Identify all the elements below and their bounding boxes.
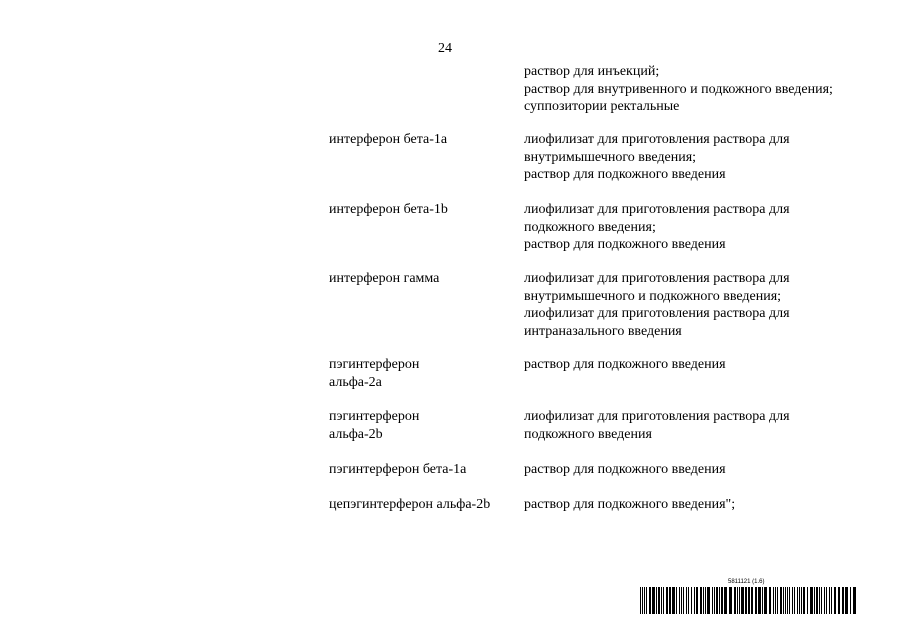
dosage-form-line: подкожного введения; (524, 219, 656, 235)
dosage-form-line: раствор для подкожного введения"; (524, 497, 736, 512)
drug-name: интерферон гамма (329, 271, 440, 286)
barcode-icon (640, 587, 858, 614)
dosage-forms (524, 461, 894, 479)
drug-name: цепэгинтерферон альфа-2b (329, 497, 491, 512)
dosage-form-line: раствор для внутривенного и подкожного введения; (524, 81, 833, 97)
dosage-forms (524, 63, 894, 116)
dosage-form-line: интраназального введения (524, 323, 682, 339)
dosage-form-line: лиофилизат для приготовления раствора для (524, 132, 790, 147)
dosage-forms (524, 201, 894, 254)
dosage-forms (524, 270, 894, 340)
drug-name: интерферон бета-1a (329, 132, 448, 147)
dosage-form-line: лиофилизат для приготовления раствора для (524, 271, 790, 286)
dosage-form-line: лиофилизат для приготовления раствора для (524, 306, 790, 321)
page-number: 24 (438, 41, 452, 56)
dosage-forms (524, 131, 894, 184)
dosage-form-line: внутримышечного и подкожного введения; (524, 288, 782, 304)
dosage-forms (524, 408, 894, 443)
dosage-form-line: раствор для инъекций; (524, 64, 660, 79)
dosage-form-line: раствор для подкожного введения (524, 357, 726, 372)
dosage-forms (524, 356, 894, 374)
dosage-form-line: лиофилизат для приготовления раствора для (524, 202, 790, 217)
drug-name: интерферон бета-1b (329, 202, 448, 217)
drug-name: пэгинтерферон бета-1a (329, 462, 467, 477)
barcode-label: 5811121 (1.6) (728, 579, 765, 585)
dosage-form-line: раствор для подкожного введения (524, 237, 726, 252)
dosage-form-line: раствор для подкожного введения (524, 167, 726, 182)
dosage-form-line: внутримышечного введения; (524, 149, 697, 165)
dosage-form-line: раствор для подкожного введения (524, 462, 726, 477)
dosage-form-line: суппозитории ректальные (524, 99, 680, 114)
drug-name: пэгинтерферон альфа-2b (329, 409, 420, 442)
drug-name: пэгинтерферон альфа-2a (329, 357, 420, 390)
dosage-form-line: подкожного введения (524, 426, 652, 442)
dosage-form-line: лиофилизат для приготовления раствора для (524, 409, 790, 424)
barcode (640, 579, 858, 615)
dosage-forms (524, 496, 894, 514)
